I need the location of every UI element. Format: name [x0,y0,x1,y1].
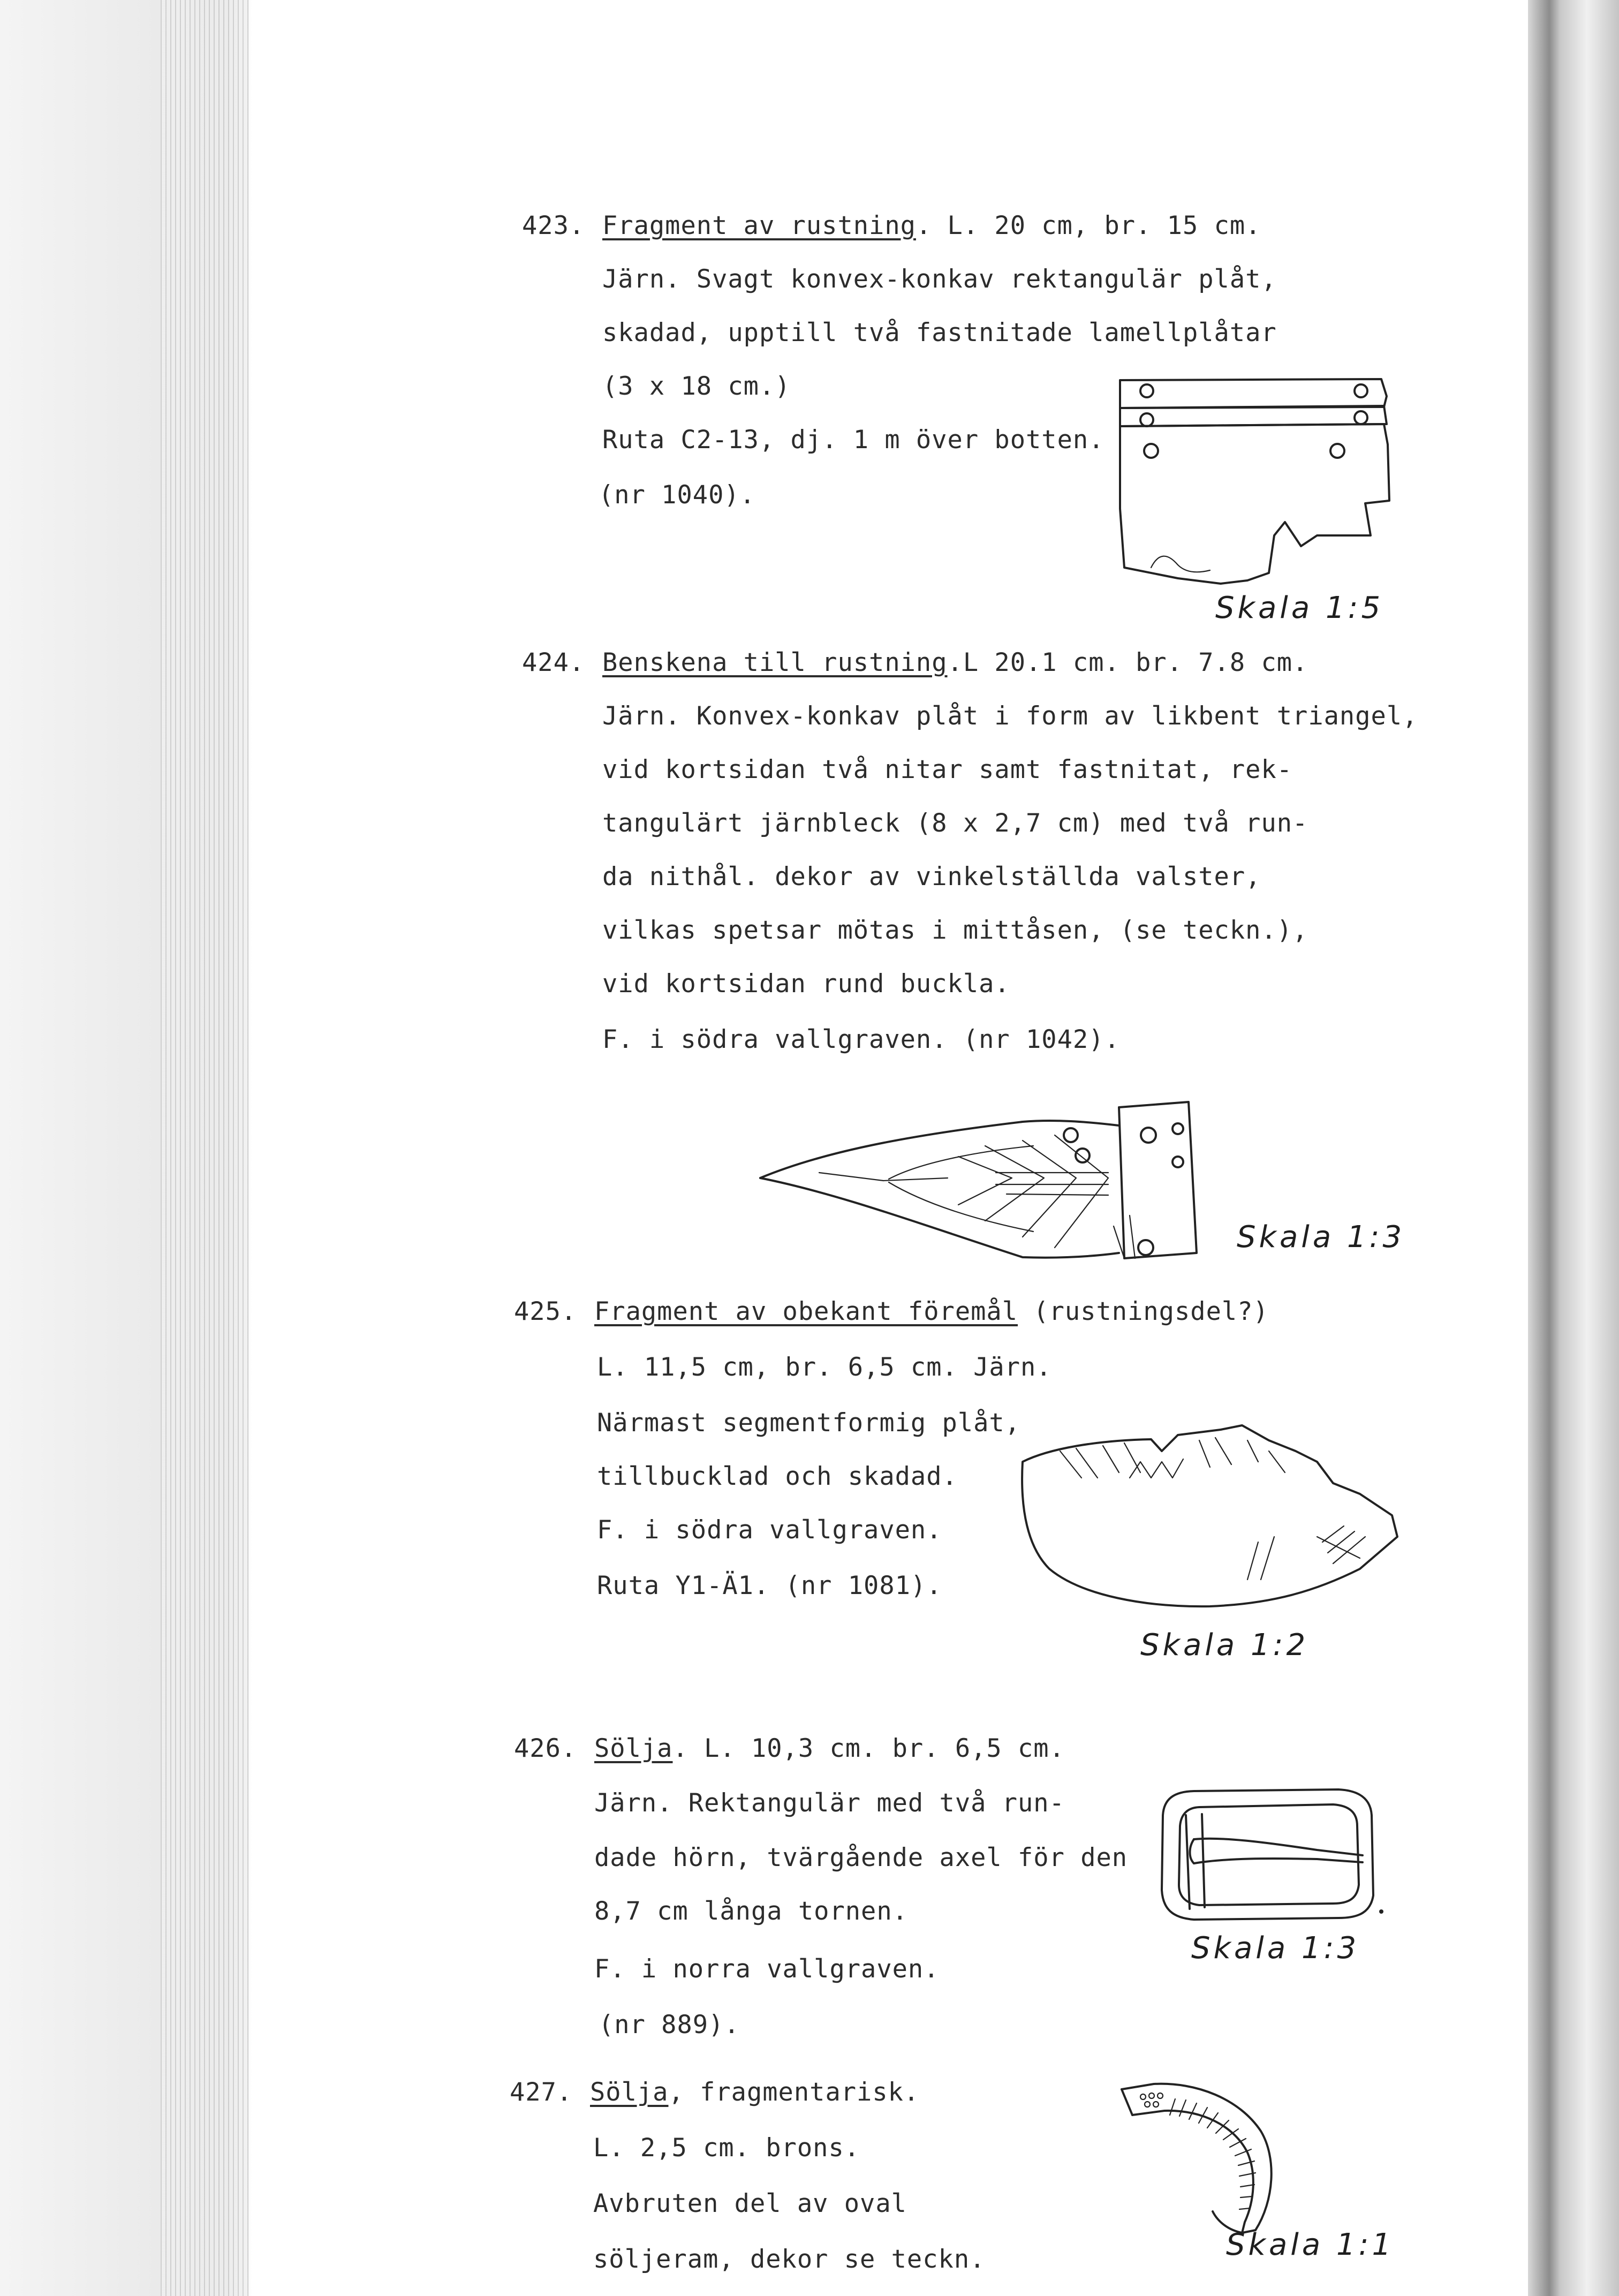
entry-line: L. 2,5 cm. brons. [593,2133,860,2163]
entry-line: Järn. Svagt konvex-konkav rektangulär plåt, [602,265,1277,294]
entry-line: (nr 1040). [599,480,755,510]
entry-line: (nr 889). [599,2010,740,2040]
entry-number: 423. [522,211,585,240]
curved-plate-sketch [1017,1419,1403,1622]
entry-line: , fragmentarisk. [668,2078,920,2107]
entry-number: 425. [514,1297,577,1326]
entry-line: Närmast segmentformig plåt, [597,1408,1021,1438]
entry-line: . L. 10,3 cm. br. 6,5 cm. [672,1734,1065,1763]
entry-line: tillbucklad och skadad. [597,1462,958,1491]
greave-plate-sketch [755,1098,1199,1269]
entry-line: vid kortsidan två nitar samt fastnitat, rek- [602,755,1293,784]
armour-fragment-sketch [1114,375,1392,589]
entry-number: 424. [522,648,585,677]
entry-line: söljeram, dekor se teckn. [593,2245,986,2274]
entry-427-heading [510,2076,919,2109]
entry-title: Sölja [590,2078,669,2107]
entry-line: L. 11,5 cm, br. 6,5 cm. Järn. [597,1353,1052,1382]
entry-line: F. i södra vallgraven. [597,1515,942,1545]
book-binding-edge [1528,0,1619,2296]
buckle-frame-fragment-sketch [1116,2078,1298,2238]
entry-line: da nithål. dekor av vinkelställda valster, [602,862,1261,892]
entry-line: vilkas spetsar mötas i mittåsen, (se teckn.), [602,916,1308,945]
scale-label: Skala 1:5 [1215,591,1384,625]
entry-line: (rustningsdel?) [1018,1297,1269,1326]
entry-424-heading [522,647,1308,679]
entry-line: . L. 20 cm, br. 15 cm. [916,211,1261,240]
entry-425-heading [514,1296,1269,1328]
entry-number: 427. [510,2078,573,2107]
entry-line: Järn. Rektangulär med två run- [594,1788,1065,1818]
page-edges [161,0,249,2296]
entry-line: vid kortsidan rund buckla. [602,969,1010,999]
scale-label: Skala 1:2 [1140,1628,1309,1663]
entry-423-heading [522,210,1261,242]
entry-line: skadad, upptill två fastnitade lamellplåtar [602,318,1277,348]
entry-line: tangulärt järnbleck (8 x 2,7 cm) med två run- [602,809,1308,838]
scale-label: Skala 1:3 [1237,1220,1405,1255]
entry-title: Benskena till rustning [602,648,948,677]
scale-label: Skala 1:3 [1191,1931,1360,1966]
entry-line: F. i norra vallgraven. [594,1954,940,1984]
entry-line: (3 x 18 cm.) [602,372,791,401]
entry-title: Fragment av rustning [602,211,916,240]
entry-line: 8,7 cm långa tornen. [594,1897,908,1926]
entry-number: 426. [514,1734,577,1763]
scale-label: Skala 1:1 [1226,2227,1395,2262]
entry-line: Avbruten del av oval [593,2189,907,2218]
entry-title: Fragment av obekant föremål [594,1297,1018,1326]
entry-line: Ruta C2-13, dj. 1 m över botten. [602,425,1104,455]
entry-line: Järn. Konvex-konkav plåt i form av likbent triangel, [602,701,1418,731]
entry-line: .L 20.1 cm. br. 7.8 cm. [947,648,1308,677]
rectangular-buckle-sketch [1156,1783,1381,1928]
entry-line: dade hörn, tvärgående axel för den [594,1843,1128,1872]
entry-title: Sölja [594,1734,673,1763]
entry-line: F. i södra vallgraven. (nr 1042). [602,1025,1120,1054]
entry-line: Ruta Y1-Ä1. (nr 1081). [597,1571,942,1600]
entry-426-heading [514,1733,1065,1765]
book-page-stack [0,0,252,2296]
